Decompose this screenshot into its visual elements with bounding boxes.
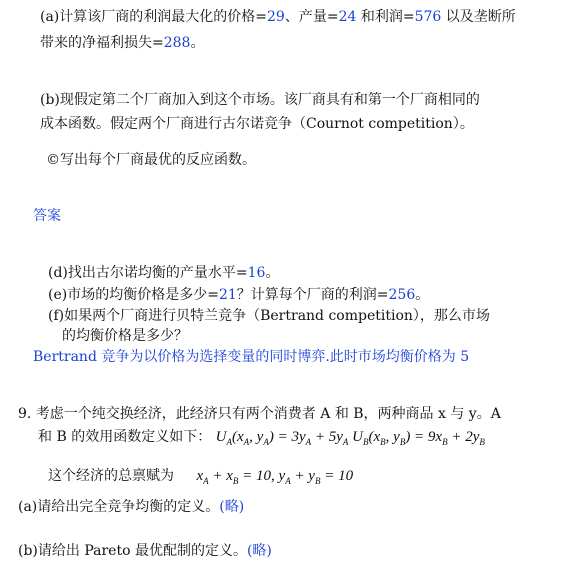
part-b-line-2: 成本函数。假定两个厂商进行古尔诺竞争（Cournot competition）。: [40, 116, 474, 132]
part-a-dwl: 288: [163, 35, 191, 51]
q9-line-2: [38, 428, 485, 451]
part-f-line-2: 的均衡价格是多少？: [62, 328, 188, 344]
part-d-value: 16: [247, 265, 266, 281]
q9-part-b: [18, 542, 272, 560]
answer-label: 答案: [33, 208, 61, 224]
part-f-line-1: (f)如果两个厂商进行贝特兰竞争（Bertrand competition），那么市场: [48, 308, 490, 324]
q9-part-a: [18, 498, 244, 516]
q9-part-a-note: (略): [219, 499, 245, 515]
part-f-answer: Bertrand 竞争为以价格为选择变量的同时博弈.此时市场均衡价格为 5: [33, 349, 470, 365]
part-a-text: 。: [190, 35, 205, 51]
part-a-line-2: [40, 34, 204, 52]
q9-endowment-label: 这个经济的总禀赋为: [48, 468, 174, 484]
part-e-text: ？计算每个厂商的利润=: [236, 287, 389, 303]
part-c-text: ©写出每个厂商最优的反应函数。: [46, 152, 256, 168]
part-e-text: (e)市场的均衡价格是多少=: [48, 287, 219, 303]
part-a-profit: 576: [414, 9, 442, 25]
q9-endowment-line: [48, 467, 353, 490]
q9-part-b-text: (b)请给出 Pareto 最优配制的定义。: [18, 543, 247, 559]
part-e-text: 。: [415, 287, 430, 303]
part-a-quantity: 24: [338, 9, 357, 25]
part-d-line: [48, 264, 279, 282]
part-a-text: (a)计算该厂商的利润最大化的价格=: [40, 9, 268, 25]
part-d-text: (d)找出古尔诺均衡的产量水平=: [48, 265, 248, 281]
part-e-price: 21: [218, 287, 237, 303]
part-e-profit: 256: [388, 287, 416, 303]
part-a-line-1: [40, 8, 516, 26]
part-e-line: [48, 286, 429, 304]
part-a-price: 29: [267, 9, 285, 25]
part-b-line-1: (b)现假定第二个厂商加入到这个市场。该厂商具有和第一个厂商相同的: [40, 92, 480, 108]
part-a-text: 带来的净福利损失=: [40, 35, 164, 51]
part-d-text: 。: [265, 265, 280, 281]
endowment-equation: $x_A + x_B = 10$, $y_A + y_B = 10$: [196, 468, 354, 486]
part-a-text: 以及垄断所: [441, 9, 516, 25]
utility-function-a: $U_A(x_A$, $y_A) = 3y_A + 5y_A$: [215, 429, 349, 447]
part-a-text: 和利润=: [356, 9, 415, 25]
part-a-text: 、产量=: [284, 9, 339, 25]
utility-function-b: $U_B(x_B$, $y_B) = 9x_B + 2y_B$: [352, 429, 485, 447]
q9-part-b-note: (略): [246, 543, 272, 559]
q9-line-1: 9. 考虑一个纯交换经济，此经济只有两个消费者 A 和 B，两种商品 x 与 y。A: [18, 406, 501, 422]
q9-part-a-text: (a)请给出完全竞争均衡的定义。: [18, 499, 220, 515]
q9-text: 和 B 的效用函数定义如下：: [38, 429, 212, 445]
